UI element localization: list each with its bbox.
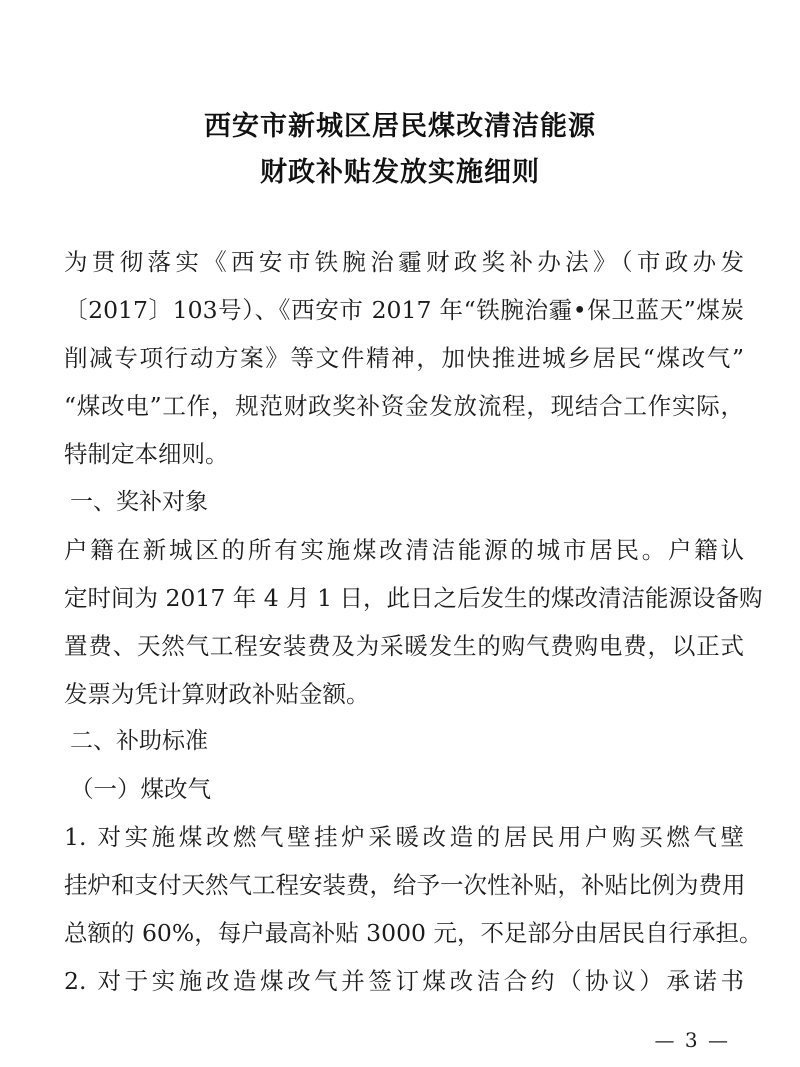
section2-heading: 二、补助标准 [70, 728, 208, 754]
subsection1-heading: （一）煤改气 [70, 775, 211, 803]
intro-line-1: 为贯彻落实《西安市铁腕治霾财政奖补办法》（市政办发 [64, 248, 744, 276]
intro-line-2: 〔2017〕103号）、《西安市 2017 年“铁腕治霾•保卫蓝天”煤炭 [64, 296, 744, 324]
intro-line-4: “煤改电”工作，规范财政奖补资金发放流程，现结合工作实际， [64, 392, 744, 420]
section1-line-4: 发票为凭计算财政补贴金额。 [64, 680, 370, 708]
section1-line-1: 户籍在新城区的所有实施煤改清洁能源的城市居民。户籍认 [64, 536, 744, 564]
intro-line-5: 特制定本细则。 [64, 440, 229, 468]
item2-line-1: 2. 对于实施改造煤改气并签订煤改洁合约（协议）承诺书 [64, 967, 744, 995]
section1-line-3: 置费、天然气工程安装费及为采暖发生的购气费购电费，以正式 [64, 632, 744, 660]
item1-line-3: 总额的 60%，每户最高补贴 3000 元，不足部分由居民自行承担。 [64, 919, 763, 947]
document-title-line1: 西安市新城区居民煤改清洁能源 [204, 111, 596, 142]
intro-line-3: 削减专项行动方案》等文件精神，加快推进城乡居民“煤改气” [64, 344, 744, 372]
item1-line-1: 1. 对实施煤改燃气壁挂炉采暖改造的居民用户购买燃气壁 [64, 823, 744, 851]
page-number: — 3 — [654, 1028, 730, 1052]
document-title-line2: 财政补贴发放实施细则 [260, 157, 540, 188]
item1-line-2: 挂炉和支付天然气工程安装费，给予一次性补贴，补贴比例为费用 [64, 871, 746, 899]
section1-line-2: 定时间为 2017 年 4 月 1 日，此日之后发生的煤改清洁能源设备购 [64, 584, 763, 612]
section1-heading: 一、奖补对象 [70, 489, 208, 515]
